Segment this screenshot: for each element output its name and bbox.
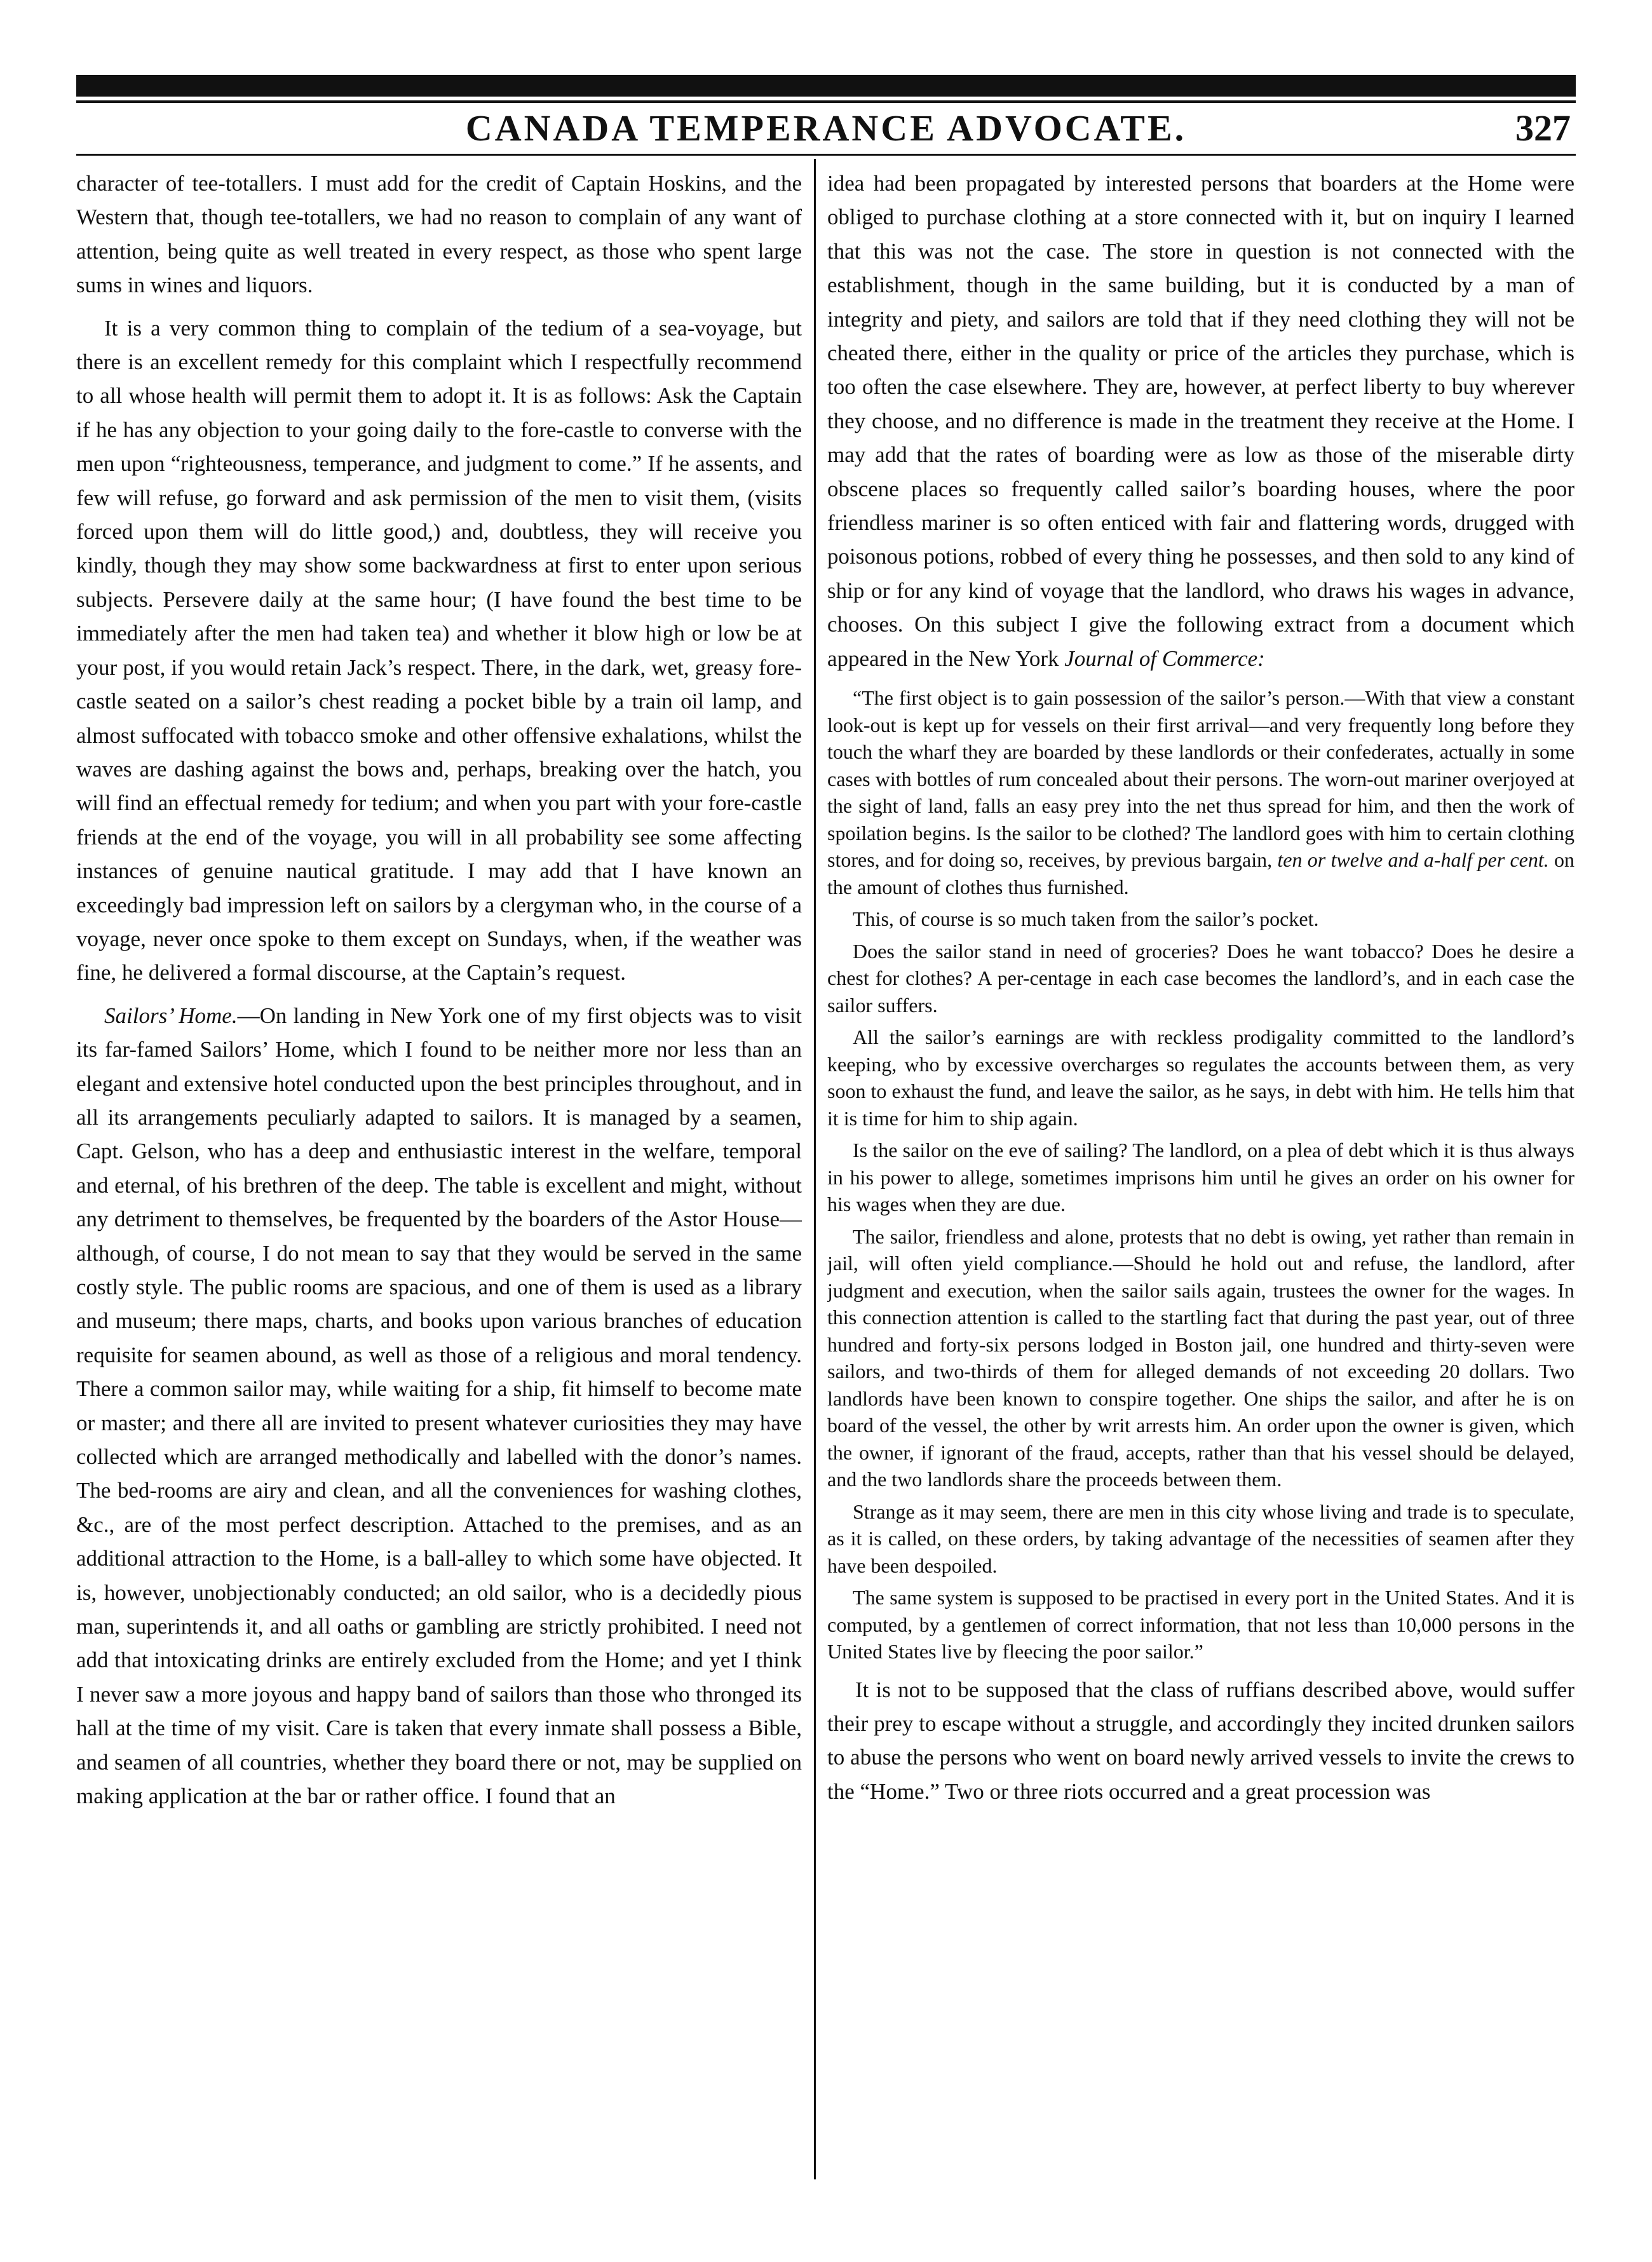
paragraph: It is a very common thing to complain of the tedium of a sea-voyage, but there is an excellent remedy for this complaint which I respectfully recommend to all whose health will permit them to adopt it. It is as follows: Ask the Captain if he has any objection to your going daily to the fore-castle to converse with the men upon “righteousness, temperance, and judgment to come.” If he assents, and few will refuse, go forward and ask permission of the men to visit them, (visits forced upon them will do little good,) and, doubtless, they will receive you kindly, though they may show some backwardness at first to enter upon serious subjects. Persevere daily at the same hour; (I have found the best time to be immediately after the men had taken tea) and whether it blow high or low be at your post, if you would retain Jack’s respect. There, in the dark, wet, greasy fore-castle seated on a sailor’s chest reading a pocket bible by a train oil lamp, and almost suffocated with tobacco smoke and other offensive exhalations, whilst the waves are dashing against the bows and, perhaps, breaking over the hatch, you will find an effectual remedy for tedium; and when you part with your fore-castle friends at the end of the voyage, you will in all probability see some affecting instances of genuine nautical gratitude. I may add that I have known an exceedingly bad impression left on sailors by a clergyman who, in the course of a voyage, never once spoke to them except on Sundays, when, if the weather was fine, he delivered a formal discourse, at the Captain’s request.: [76, 315, 802, 985]
paragraph: It is not to be supposed that the class of ruffians described above, would suffer their prey to escape without a struggle, and accordingly they incited drunken sailors to abuse the persons who went on board newly arrived vessels to invite the crews to the “Home.” Two or three riots occurred and a great procession was: [827, 1677, 1574, 1804]
header-bottom-rule: [76, 154, 1576, 156]
column-divider: [814, 159, 816, 2179]
paragraph-text: —On landing in New York one of my first objects was to visit its far-famed Sailors’ Home, which I found to be neither more nor less than an elegant and extensive hotel conducted upon the best principles throughout, and in all its arrangements peculiarly adapted to sailors. It is managed by a seamen, Capt. Gelson, who has a deep and enthusiastic interest in the welfare, temporal and eternal, of his brethren of the deep. The table is excellent and might, without any detriment to themselves, be frequented by the boarders of the Astor House—although, of course, I do not mean to say that they would be served in the same costly style. The public rooms are spacious, and one of them is used as a library and museum; there maps, charts, and books upon various branches of education requisite for seamen abound, as well as those of a religious and moral tendency. There a common sailor may, while waiting for a ship, fit himself to become mate or master; and there all are invited to present whatever curiosities they may have collected which are arranged methodically and labelled with the donor’s names. The bed-rooms are airy and clean, and all the conveniences for washing clothes, &c., are of the most perfect description. Attached to the premises, and as an additional attraction to the Home, is a ball-alley to which some have objected. It is, however, unobjectionably conducted; an old sailor, who is a decidedly pious man, superintends it, and all oaths or gambling are strictly prohibited. I need not add that intoxicating drinks are entirely excluded from the Home; and yet I think I never saw a more joyous and happy band of sailors than those who thronged its hall at the time of my visit. Care is taken that every inmate shall possess a Bible, and seamen of all countries, whether they board there or not, may be supplied on making application at the bar or rather office. I found that an: [76, 1003, 802, 1809]
quoted-paragraph: The same system is supposed to be practised in every port in the United States. And it is computed, by a gentlemen of correct information, that not less than 10,000 persons in the United States live by fleecing the poor sailor.”: [827, 1586, 1574, 1663]
quoted-paragraph: Strange as it may seem, there are men in this city whose living and trade is to speculate, as it is called, on these orders, by taking advantage of the necessities of seamen after they have been despoiled.: [827, 1500, 1574, 1577]
left-column: [76, 166, 802, 2174]
quoted-paragraph: The sailor, friendless and alone, protests that no debt is owing, yet rather than remain in jail, will often yield compliance.—Should he hold out and refuse, the landlord, after judgment and execution, when the sailor sails again, trustees the owner for the wages. In this connection attention is called to the startling fact that during the past year, out of three hundred and forty-six persons lodged in Boston jail, one hundred and thirty-seven were sailors, and two-thirds of them for alleged demands of not exceeding 20 dollars. Two landlords have been known to conspire together. One ships the sailor, and after he is on board of the vessel, the other by writ arrests him. An order upon the owner is given, which the owner, if ignorant of the fraud, accepts, rather than that his vessel should be delayed, and the two landlords share the proceeds between them.: [827, 1224, 1574, 1491]
quoted-paragraph: Does the sailor stand in need of groceries? Does he want tobacco? Does he desire a chest for clothes? A per-centage in each case becomes the landlord’s, and in each case the sailor suffers.: [827, 939, 1574, 1017]
paragraph: [827, 166, 1574, 675]
quote-text: “The first object is to gain possession of the sailor’s person.—With that view a constant look-out is kept up for vessels on their first arrival—and very frequently long before they touch the wharf they are boarded by these landlords or their confederates, actually in some cases with bottles of rum concealed about their persons. The worn-out mariner overjoyed at the sight of land, falls an easy prey into the net thus spread for him, and then the work of spoilation begins. Is the sailor to be clothed? The landlord goes with him to certain clothing stores, and for doing so, receives, by previous bargain,: [827, 686, 1574, 872]
running-title: CANADA TEMPERANCE ADVOCATE.: [465, 107, 1187, 149]
quoted-paragraph: [827, 684, 1574, 900]
section-heading: Sailors’ Home.: [104, 1003, 238, 1028]
quote-emphasis: ten or twelve and a-half per cent.: [1277, 848, 1549, 872]
journal-title: Journal of Commerce:: [1064, 646, 1265, 671]
right-column: [827, 166, 1574, 2174]
quoted-paragraph: All the sailor’s earnings are with reckless prodigality committed to the landlord’s keeping, who by excessive overcharges so regulates the accounts between them, as very soon to exhaust the fund, and leave the sailor, as he says, in debt with him. He tells him that it is time for him to ship again.: [827, 1026, 1574, 1130]
paragraph-sailors-home: [76, 999, 802, 1813]
paragraph-text: idea had been propagated by interested persons that boarders at the Home were obliged to purchase clothing at a store connected with it, but on inquiry I learned that this was not the case. The store in question is not connected with the establishment, though in the same building, but it is conducted by a man of integrity and piety, and sailors are told that if they need clothing they will not be cheated there, either in the quality or price of the articles they purchase, which is too often the case elsewhere. They are, however, at perfect liberty to buy wherever they choose, and no difference is made in the treatment they receive at the Home. I may add that the rates of boarding were as low as those of the miserable dirty obscene places so frequently called sailor’s boarding houses, where the poor friendless mariner is so often enticed with fair and flattering words, drugged with poisonous potions, robbed of every thing he possesses, and then sold to any kind of ship or for any kind of voyage that the landlord, who draws his wages in advance, chooses. On this subject I give the following extract from a document which appeared in the New York: [827, 171, 1574, 671]
page-number: 327: [1515, 107, 1571, 149]
header-top-rule: [76, 75, 1576, 97]
quoted-paragraph: Is the sailor on the eve of sailing? The landlord, on a plea of debt which it is thus always in his power to allege, sometimes imprisons him until he gives an order on his owner for his wages when they are due.: [827, 1139, 1574, 1216]
paragraph: character of tee-totallers. I must add for the credit of Captain Hoskins, and the Western that, though tee-totallers, we had no reason to complain of any want of attention, being quite as well treated in every respect, as those who spent large sums in wines and liquors.: [76, 171, 802, 298]
page-header: [76, 103, 1576, 152]
quoted-paragraph: This, of course is so much taken from the sailor’s pocket.: [853, 907, 1319, 931]
quote-text: on the amount of clothes thus furnished.: [827, 848, 1574, 898]
